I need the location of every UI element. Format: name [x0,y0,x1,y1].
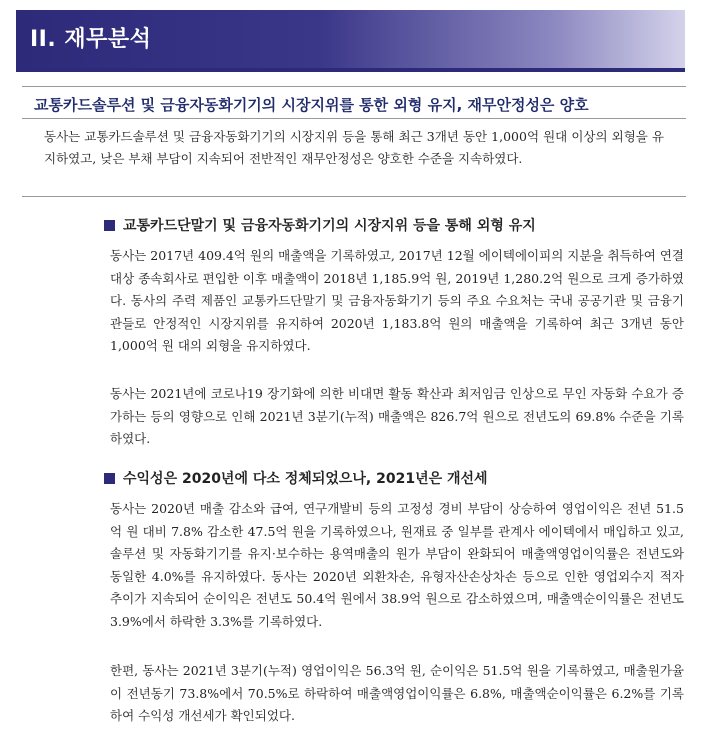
lead-heading-rule [22,118,686,119]
section-heading-text: 수익성은 2020년에 다소 정체되었으나, 2021년은 개선세 [123,471,488,487]
lead-bottom-rule [22,196,686,197]
paragraph: 동사는 2017년 409.4억 원의 매출액을 기록하였고, 2017년 12월 에이텍에이피의 지분을 취득하여 연결대상 종속회사로 편입한 이후 매출액이 2018년 1,185.9억 원, 2019년 1,280.2억 원으로 크게 증가하였다. 동사의 주력 제품인 교통카드단말기 및 금융자동화기기 등의 주요 수요처는 국내 공공기관 및 금융기관들로 안정적인 시장지위를 유지하여 2020년 1,183.8억 원의 매출액을 기록하여 최근 3개년 동안 1,000억 원 대의 외형을 유지하였다. [110,248,684,353]
paragraph: 동사는 2020년 매출 감소와 급여, 연구개발비 등의 고정성 경비 부담이 상승하여 영업이익은 전년 51.5억 원 대비 7.8% 감소한 47.5억 원을 기록하였으나, 원재료 중 일부를 관계사 에이텍에서 매입하고 있고, 솔루션 및 자동화기기를 유지·보수하는 용역매출의 원가 부담이 완화되어 매출액영업이익률은 전년도와 동일한 4.0%를 유지하였다. 동사는 2020년 외환차손, 유형자산손상차손 등으로 인한 영업외수지 적자 추이가 지속되어 순이익은 전년도 50.4억 원에서 38.9억 원으로 감소하였으며, 매출액순이익률은 전년도 3.9%에서 하락한 3.3%를 기록하였다. [110,501,684,629]
paragraph: 한편, 동사는 2021년 3분기(누적) 영업이익은 56.3억 원, 순이익은 51.5억 원을 기록하였고, 매출원가율이 전년동기 73.8%에서 70.5%로 하락하여 매출액영업이익률은 6.8%, 매출액순이익률은 6.2%를 기록하여 수익성 개선세가 확인되었다. [110,663,684,723]
lead-top-rule [22,86,686,87]
square-bullet-icon [104,220,115,231]
section-heading [104,468,488,488]
section-title: II. 재무분석 [30,27,152,52]
section-heading-text: 교통카드단말기 및 금융자동화기기의 시장지위 등을 통해 외형 유지 [123,218,536,234]
paragraph: 동사는 2021년에 코로나19 장기화에 의한 비대면 활동 확산과 최저임금 인상으로 무인 자동화 수요가 증가하는 등의 영향으로 인해 2021년 3분기(누적) 매출액은 826.7억 원으로 전년도의 69.8% 수준을 기록하였다. [110,386,684,446]
lead-summary: 동사는 교통카드솔루션 및 금융자동화기기의 시장지위 등을 통해 최근 3개년 동안 1,000억 원대 이상의 외형을 유지하였고, 낮은 부채 부담이 지속되어 전반적인 재무안정성은 양호한 수준을 지속하였다. [44,129,664,166]
square-bullet-icon [104,473,115,484]
section-heading [104,215,536,235]
header-underline [16,68,685,72]
lead-heading: 교통카드솔루션 및 금융자동화기기의 시장지위를 통한 외형 유지, 재무안정성은 양호 [34,96,589,114]
